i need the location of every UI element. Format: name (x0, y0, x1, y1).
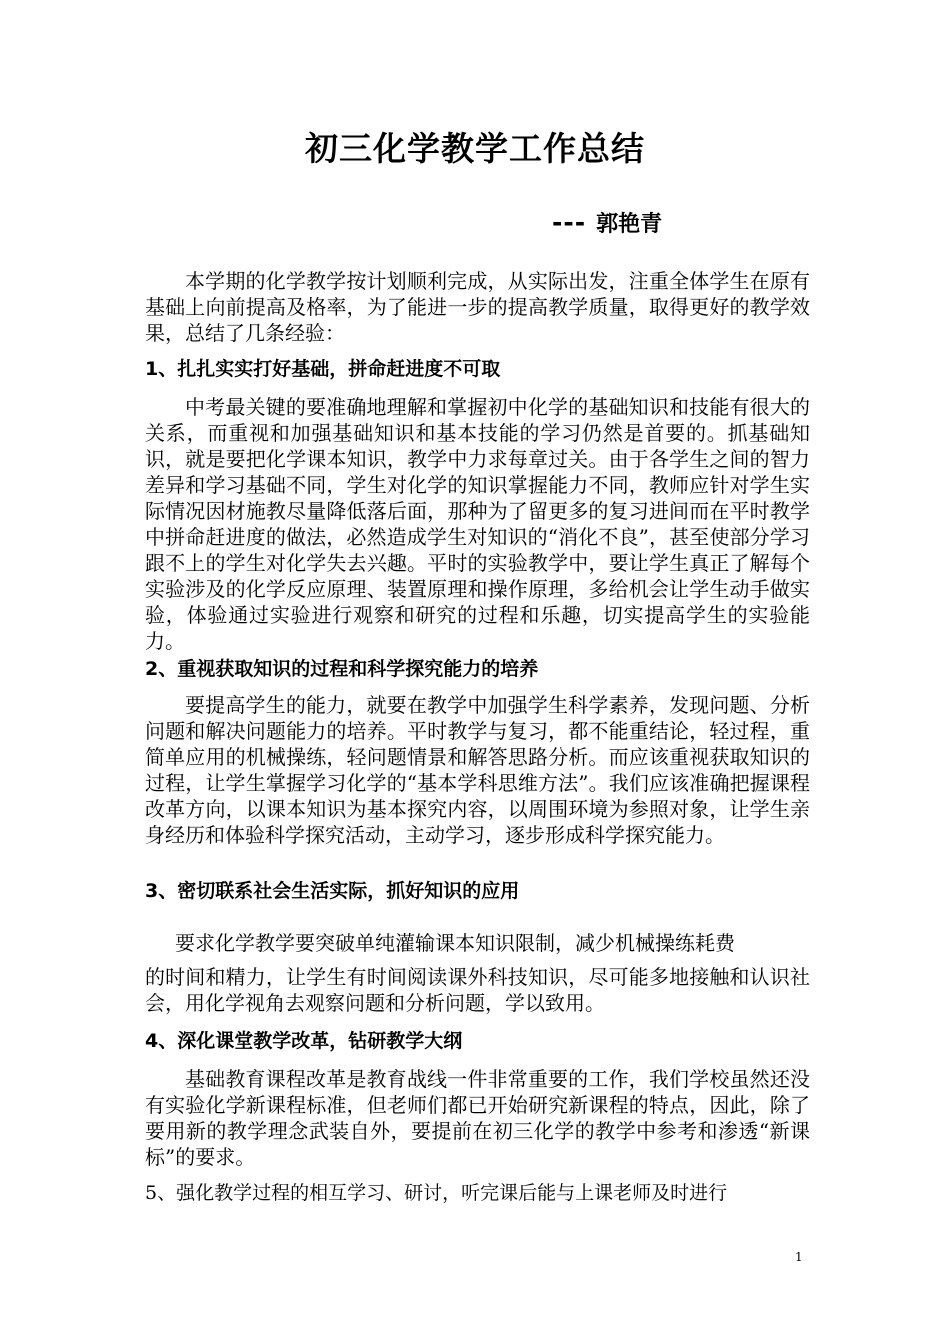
document-title: 初三化学教学工作总结 (305, 129, 645, 168)
page-number: 1 (795, 1250, 803, 1264)
section-3-body: 的时间和精力，让学生有时间阅读课外科技知识，尽可能多地接触和认识社会，用化学视角去观察问题和分析问题，学以致用。 (145, 965, 810, 1015)
author-name: 郭艳青 (596, 212, 663, 237)
author-dash: --- (552, 208, 587, 237)
section-3-heading: 3、密切联系社会生活实际，抓好知识的应用 (145, 880, 520, 902)
section-2-body: 要提高学生的能力，就要在教学中加强学生科学素养，发现问题、分析问题和解决问题能力的培养。平时教学与复习，都不能重结论，轻过程，重简单应用的机械操练，轻问题情景和解答思路分析。而应该重视获取知识的过程，让学生掌握学习化学的“基本学科思维方法”。我们应该准确把握课程改革方向，以课本知识为基本探究内容，以周围环境为参照对象，让学生亲身经历和体验科学探究活动，主动学习，逐步形成科学探究能力。 (145, 693, 810, 847)
author-line (552, 206, 662, 242)
section-1-heading: 1、扎扎实实打好基础，拼命赶进度不可取 (145, 358, 501, 380)
section-3-body-first-line: 要求化学教学要突破单纯灌输课本知识限制，减少机械操练耗费 (175, 931, 735, 955)
section-2-heading: 2、重视获取知识的过程和科学探究能力的培养 (145, 658, 539, 680)
section-1-body: 中考最关键的要准确地理解和掌握初中化学的基础知识和技能有很大的关系，而重视和加强基础知识和基本技能的学习仍然是首要的。抓基础知识，就是要把化学课本知识，教学中力求每章过关。由于各学生之间的智力差异和学习基础不同，学生对化学的知识掌握能力不同，教师应针对学生实际情况因材施教尽量降低落后面，那种为了留更多的复习进间而在平时教学中拼命赶进度的做法，必然造成学生对知识的“消化不良”，甚至使部分学习跟不上的学生对化学失去兴趣。平时的实验教学中，要让学生真正了解每个实验涉及的化学反应原理、装置原理和操作原理，多给机会让学生动手做实验，体验通过实验进行观察和研究的过程和乐趣，切实提高学生的实验能力。 (145, 395, 810, 653)
intro-paragraph: 本学期的化学教学按计划顺利完成，从实际出发，注重全体学生在原有基础上向前提高及格率，为了能进一步的提高教学质量，取得更好的教学效果，总结了几条经验： (145, 269, 810, 345)
section-4-body: 基础教育课程改革是教育战线一件非常重要的工作，我们学校虽然还没有实验化学新课程标准，但老师们都已开始研究新课程的特点，因此，除了要用新的教学理念武装自外，要提前在初三化学的教学中参考和渗透“新课标”的要求。 (145, 1067, 810, 1169)
section-4-heading: 4、深化课堂教学改革，钻研教学大纲 (145, 1030, 463, 1052)
section-5-heading: 5、强化教学过程的相互学习、研讨，听完课后能与上课老师及时进行 (145, 1182, 728, 1204)
